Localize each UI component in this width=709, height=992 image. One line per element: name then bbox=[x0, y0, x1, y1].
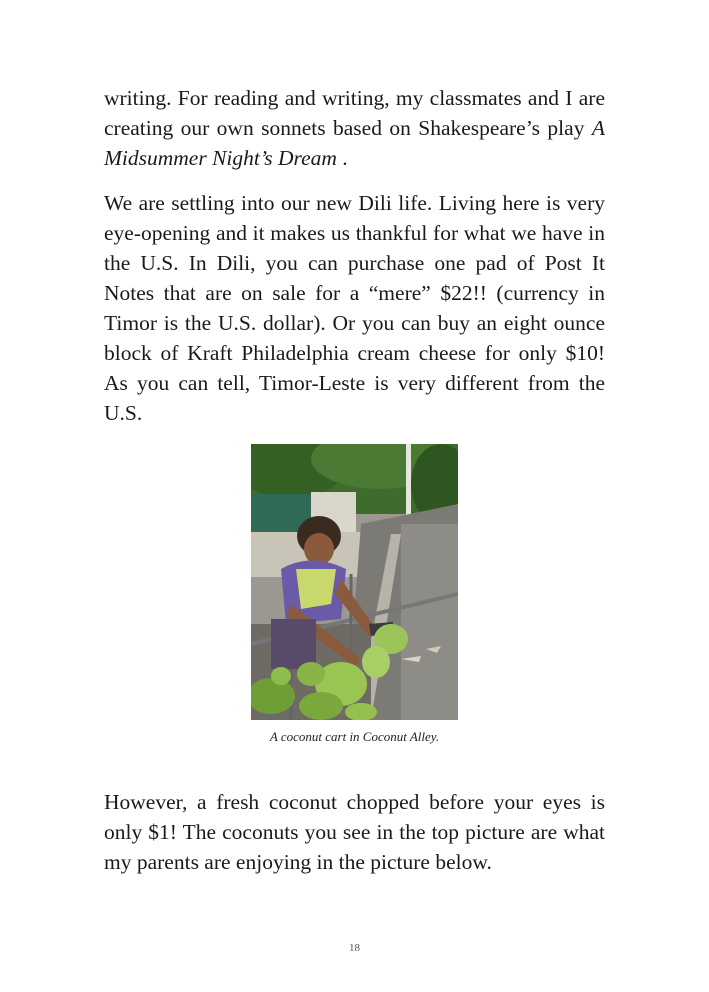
paragraph-2: We are settling into our new Dili life. Living here is very eye-opening and it makes us thankful for what we have in the U.S. In Dili, you can purchase one pad of Post It Notes that are on sale for a “mere” $22!! (currency in Timor is the U.S. dollar). Or you can buy an eight ounce block of Kraft Philadelphia cream cheese for only $10! As you can tell, Timor-Leste is very different from the U.S. bbox=[104, 191, 605, 425]
coconut-cart-photo bbox=[251, 444, 458, 720]
paragraph-1 bbox=[104, 83, 605, 173]
play-title: A Midsummer Night’s Dream bbox=[104, 116, 605, 170]
paragraph-1-text: writing. For reading and writing, my classmates and I are creating our own sonnets based on Shakespeare’s play bbox=[104, 86, 605, 140]
paragraph-1-end: . bbox=[336, 146, 348, 170]
page-number: 18 bbox=[349, 942, 360, 954]
paragraph-3: However, a fresh coconut chopped before your eyes is only $1! The coconuts you see in the top picture are what my parents are enjoying in the picture below. bbox=[104, 790, 605, 874]
figure-caption: A coconut cart in Coconut Alley. bbox=[269, 729, 440, 744]
